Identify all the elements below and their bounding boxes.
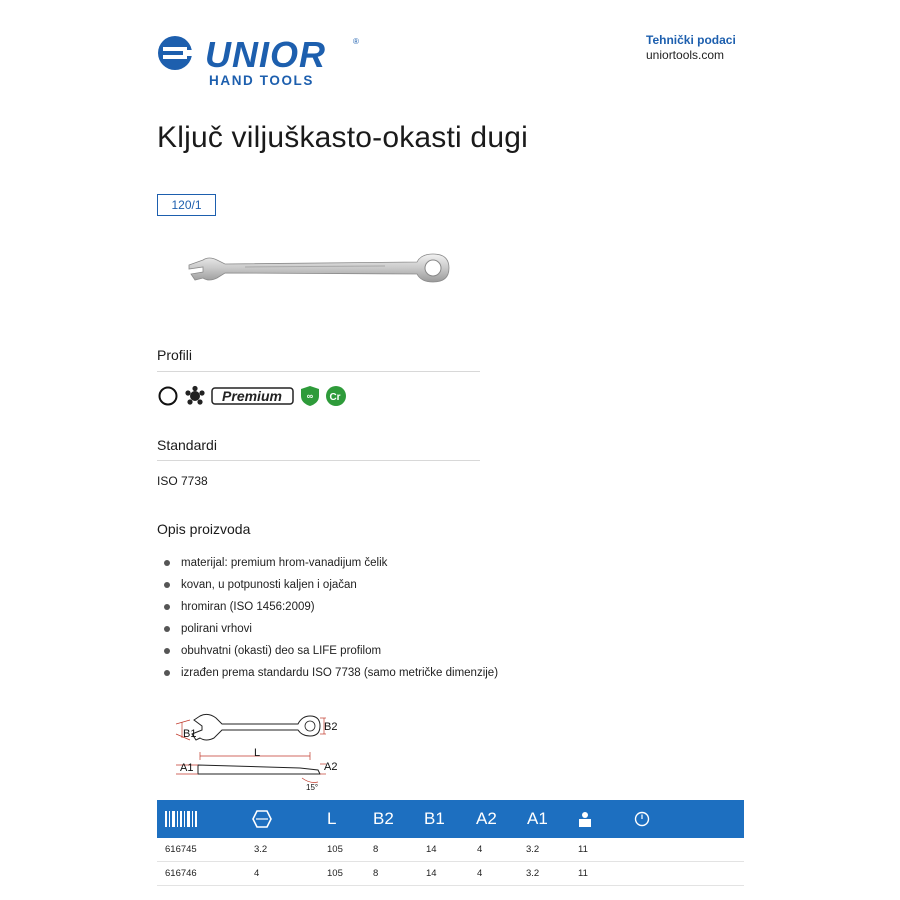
svg-text:L: L — [254, 747, 261, 759]
list-item: izrađen prema standardu ISO 7738 (samo metričke dimenzije) — [157, 666, 498, 688]
svg-text:B2: B2 — [324, 721, 338, 733]
standards-heading: Standardi — [157, 437, 217, 453]
svg-text:∞: ∞ — [306, 391, 314, 401]
svg-text:A1: A1 — [180, 762, 194, 774]
wrench-product-image — [185, 250, 455, 290]
list-item: kovan, u potpunosti kaljen i ojačan — [157, 578, 498, 600]
table-header — [157, 800, 744, 838]
premium-logo — [211, 385, 295, 407]
svg-text:B1: B1 — [183, 728, 197, 740]
profile-badges — [157, 384, 347, 408]
tech-info — [646, 33, 736, 63]
col-header-b1: B1 — [424, 809, 445, 828]
package-icon — [578, 800, 592, 838]
feature-list — [157, 556, 498, 688]
tech-data-link[interactable]: Tehnički podaci — [646, 33, 736, 47]
website-link[interactable]: uniortools.com — [646, 48, 725, 62]
star-drive-profile-icon — [183, 385, 207, 407]
svg-text:®: ® — [353, 37, 359, 46]
svg-text:Premium: Premium — [222, 388, 282, 404]
description-heading: Opis proizvoda — [157, 521, 251, 537]
product-title: Ključ viljuškasto-okasti dugi — [157, 121, 528, 154]
col-header-a1: A1 — [527, 809, 548, 828]
table-row[interactable]: 616745 3.2 105 8 14 4 3.2 11 — [157, 838, 744, 862]
barcode-icon — [165, 800, 197, 838]
product-code-badge: 120/1 — [157, 194, 216, 216]
col-header-l: L — [327, 809, 337, 828]
chrome-icon — [325, 385, 347, 407]
list-item: hromiran (ISO 1456:2009) — [157, 600, 498, 622]
table-row[interactable]: 616746 4 105 8 14 4 3.2 11 — [157, 862, 744, 886]
divider — [157, 460, 480, 461]
svg-text:A2: A2 — [324, 761, 338, 773]
profiles-heading: Profili — [157, 347, 193, 363]
col-header-a2: A2 — [476, 809, 497, 828]
size-icon — [252, 800, 272, 838]
standard-value: ISO 7738 — [157, 474, 208, 488]
svg-text:15°: 15° — [306, 783, 319, 792]
list-item: polirani vrhovi — [157, 622, 498, 644]
dimension-diagram — [170, 712, 355, 792]
list-item: obuhvatni (okasti) deo sa LIFE profilom — [157, 644, 498, 666]
svg-text:Cr: Cr — [329, 392, 341, 403]
unior-logo — [157, 33, 367, 93]
brand-subtitle: HAND TOOLS — [209, 73, 315, 88]
divider — [157, 371, 480, 372]
ring-profile-icon — [157, 385, 179, 407]
variants-table — [157, 800, 744, 886]
col-header-b2: B2 — [373, 809, 394, 828]
brand-name: UNIOR — [205, 34, 326, 75]
clock-icon — [634, 800, 650, 838]
list-item: materijal: premium hrom-vanadijum čelik — [157, 556, 498, 578]
infinity-warranty-icon — [299, 385, 321, 407]
